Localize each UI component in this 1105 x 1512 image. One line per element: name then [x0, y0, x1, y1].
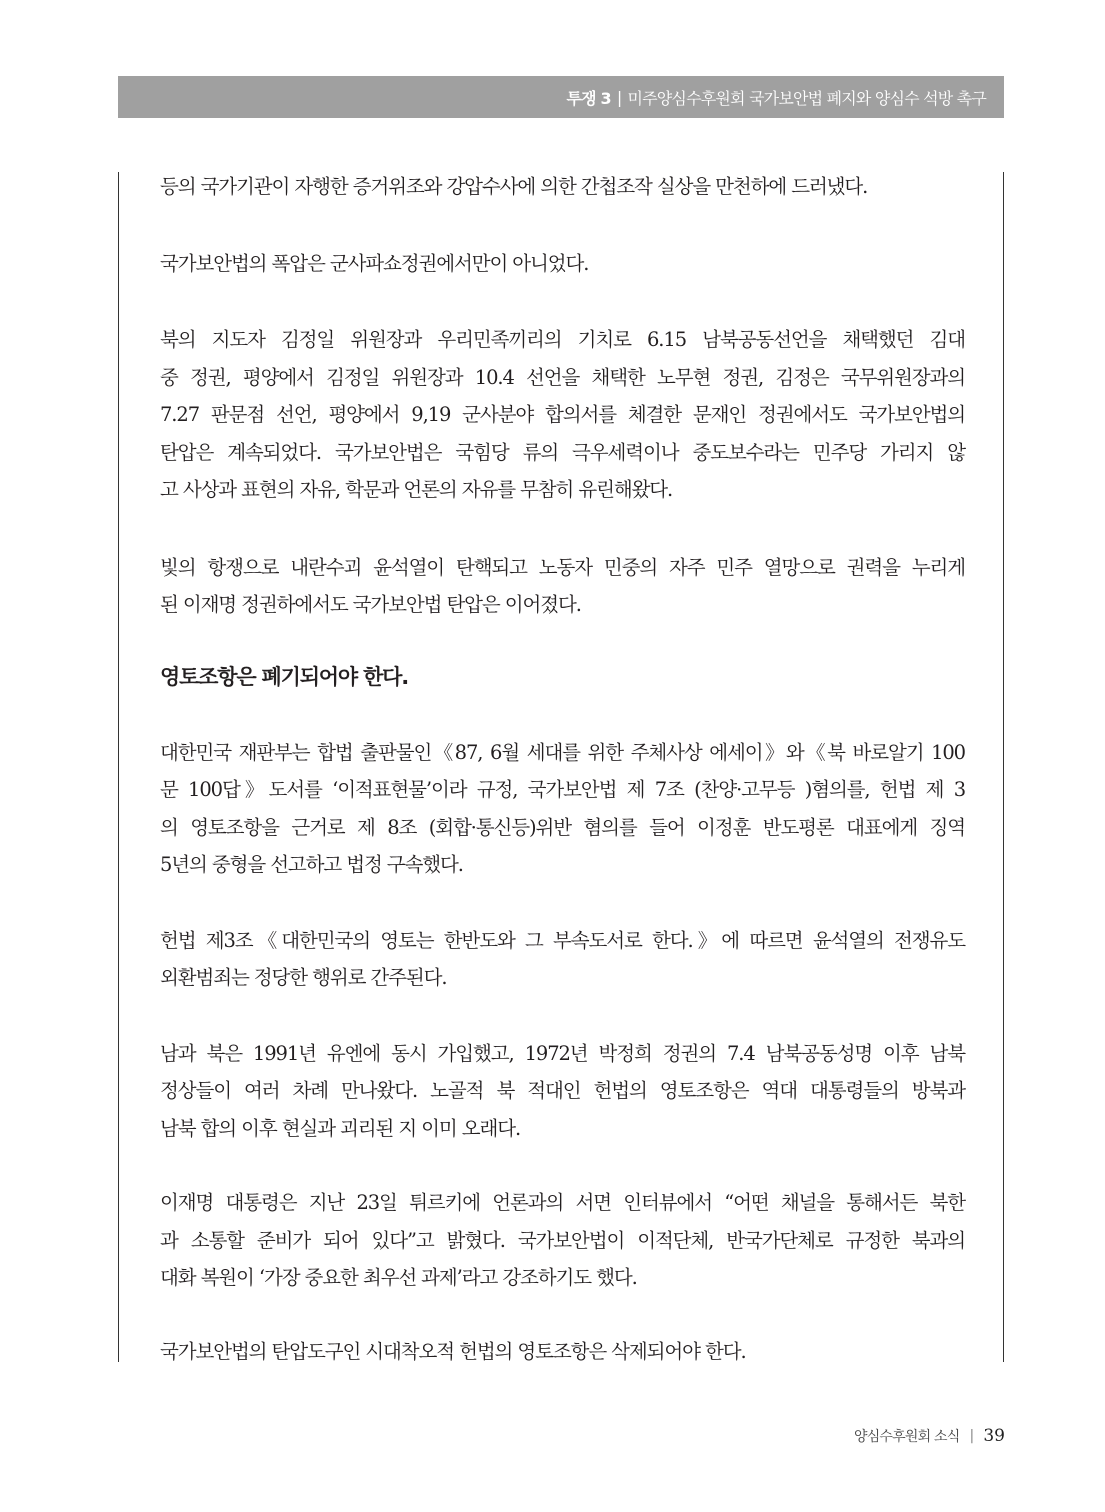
page-number: 39: [983, 1426, 1005, 1446]
right-margin-rule: [1003, 172, 1004, 1362]
paragraph-1: 등의 국가기관이 자행한 증거위조와 강압수사에 의한 간첩조작 실상을 만천하에 드러냈다.: [160, 175, 868, 198]
running-header: [118, 76, 1004, 118]
paragraph-5: 대한민국 재판부는 합법 출판물인《87, 6월 세대를 위한 주체사상 에세이》와《북 바로알기 100 문 100답》도서를 ‘이적표현물’이라 규정, 국가보안법 제 7조 (찬양·고무등 )혐의를, 헌법 제 3 의 영토조항을 근거로 제 8조 (회합·통신등)위반 혐의를 들어 이정훈 반도평론 대표에게 징역 5년의 중형을 선고하고 법정 구속했다.: [160, 740, 965, 876]
publication-name: 양심수후원회 소식: [853, 1429, 960, 1445]
footer-separator: |: [969, 1428, 974, 1444]
page-footer: [854, 1426, 1005, 1446]
paragraph-7: 남과 북은 1991년 유엔에 동시 가입했고, 1972년 박정희 정권의 7.4 남북공동성명 이후 남북 정상들이 여러 차례 만나왔다. 노골적 북 적대인 헌법의 영토조항은 역대 대통령들의 방북과 남북 합의 이후 현실과 괴리된 지 이미 오래다.: [160, 1041, 965, 1140]
header-separator: |: [616, 87, 622, 107]
paragraph-8: 이재명 대통령은 지난 23일 튀르키에 언론과의 서면 인터뷰에서 “어떤 채널을 통해서든 북한 과 소통할 준비가 되어 있다”고 밝혔다. 국가보안법이 이적단체, 반국가단체로 규정한 북과의 대화 복원이 ‘가장 중요한 최우선 과제’라고 강조하기도 했다.: [160, 1191, 965, 1289]
section-heading: 영토조항은 폐기되어야 한다.: [160, 664, 409, 689]
paragraph-4: 빛의 항쟁으로 내란수괴 윤석열이 탄핵되고 노동자 민중의 자주 민주 열망으로 권력을 누리게 된 이재명 정권하에서도 국가보안법 탄압은 이어졌다.: [160, 555, 965, 616]
paragraph-3: 북의 지도자 김정일 위원장과 우리민족끼리의 기치로 6.15 남북공동선언을 채택했던 김대 중 정권, 평양에서 김정일 위원장과 10.4 선언을 채택한 노무현 정권, 김정은 국무위원장과의 7.27 판문점 선언, 평양에서 9,19 군사분야 합의서를 체결한 문재인 정권에서도 국가보안법의 탄압은 계속되었다. 국가보안법은 국힘당 류의 극우세력이나 중도보수라는 민주당 가리지 않 고 사상과 표현의 자유, 학문과 언론의 자유를 무참히 유린해왔다.: [160, 328, 965, 501]
header-title: 미주양심수후원회 국가보안법 폐지와 양심수 석방 촉구: [627, 88, 986, 108]
paragraph-6: 헌법 제3조《대한민국의 영토는 한반도와 그 부속도서로 한다.》에 따르면 윤석열의 전쟁유도 외환범죄는 정당한 행위로 간주된다.: [160, 928, 965, 989]
paragraph-9: 국가보안법의 탄압도구인 시대착오적 헌법의 영토조항은 삭제되어야 한다.: [160, 1339, 746, 1363]
section-label: 투쟁 3: [566, 88, 611, 108]
paragraph-2: 국가보안법의 폭압은 군사파쇼정권에서만이 아니었다.: [160, 251, 589, 275]
article-body: [160, 168, 965, 1370]
left-margin-rule: [118, 172, 119, 1362]
